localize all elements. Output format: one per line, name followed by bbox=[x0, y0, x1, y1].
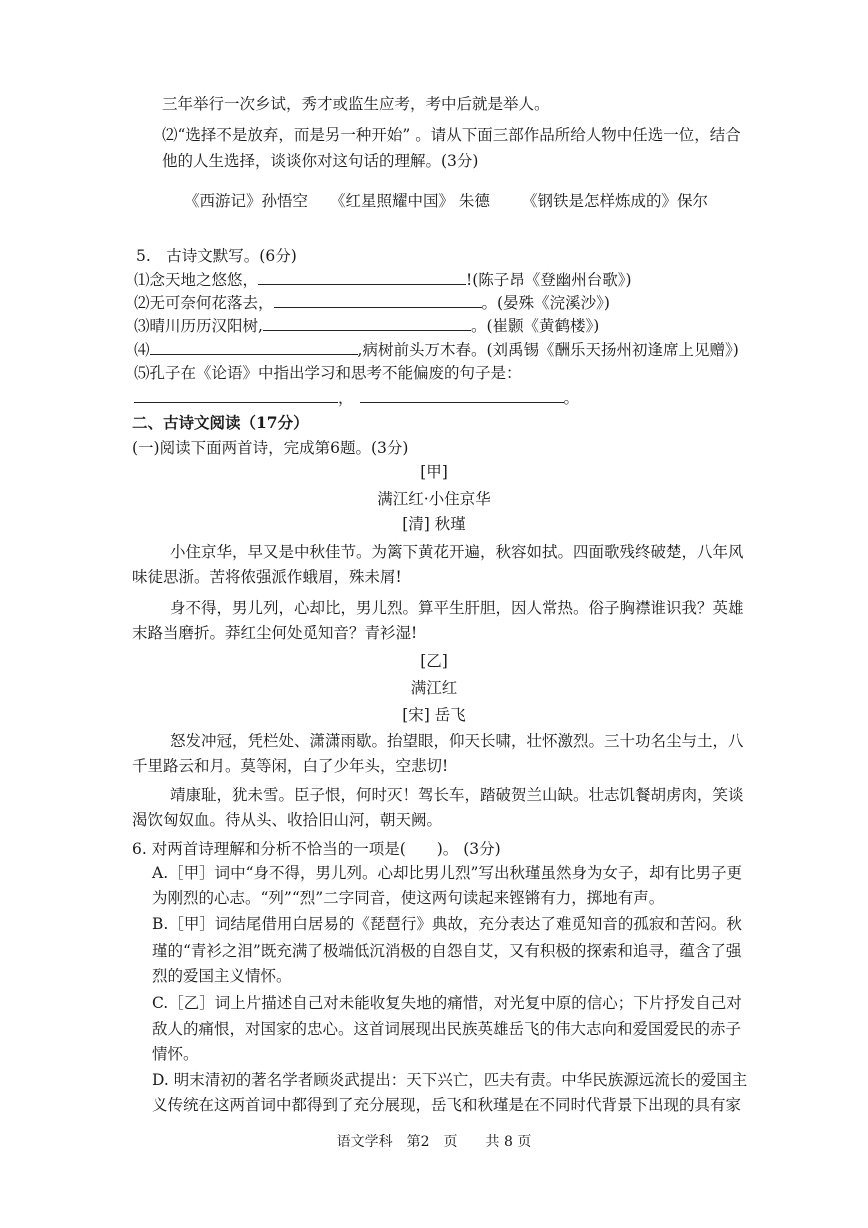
q5-item-suffix: 。(崔颢《黄鹤楼》) bbox=[470, 317, 600, 335]
option-a: A.［甲］词中“身不得，男儿列。心却比男儿烈”写出秋瑾虽然身为女子，却有比男子更 bbox=[152, 864, 742, 882]
q5-item bbox=[134, 338, 739, 361]
q5-item: ⑸孔子在《论语》中指出学习和思考不能偏废的句子是： bbox=[134, 364, 522, 382]
option-d: D. 明末清初的著名学者顾炎武提出：天下兴亡，匹夫有责。中华民族源远流长的爱国主 bbox=[152, 1071, 748, 1089]
q5-separator: ， bbox=[338, 389, 354, 407]
poem-author: [清] 秋瑾 bbox=[402, 515, 466, 533]
option-c: 敌人的痛恨，对国家的忠心。这首词展现出民族英雄岳飞的伟大志向和爱国爱民的赤子 bbox=[152, 1020, 742, 1038]
q4-sub2-line: ⑵“选择不是放弃，而是另一种开始” 。请从下面三部作品所给人物中任选一位，结合 bbox=[162, 126, 741, 144]
q5-item-suffix: ,病树前头万木春。(刘禹锡《酬乐天扬州初逢席上见赠》) bbox=[357, 341, 739, 359]
poem-author: [宋] 岳飞 bbox=[402, 706, 466, 724]
q5-item-prefix: ⑶晴川历历汉阳树, bbox=[134, 317, 263, 335]
answer-blank[interactable] bbox=[150, 338, 358, 355]
q4-sub2-line: 他的人生选择，谈谈你对这句话的理解。(3分) bbox=[162, 152, 479, 170]
option-d: 义传统在这两首词中都得到了充分展现，岳飞和秋瑾是在不同时代背景下出现的具有家 bbox=[152, 1096, 742, 1114]
option-b: 烈的爱国主义情怀。 bbox=[152, 967, 292, 985]
work-option: 《西游记》孙悟空 bbox=[184, 192, 309, 210]
q5-item bbox=[134, 314, 599, 337]
answer-blank[interactable] bbox=[258, 268, 466, 285]
poem-line: 渴饮匈奴血。待从头、收拾旧山河，朝天阙。 bbox=[132, 811, 443, 829]
q5-item-answers bbox=[134, 386, 579, 409]
poem-line: 靖康耻，犹未雪。臣子恨，何时灭！驾长车，踏破贺兰山缺。壮志饥餐胡虏肉，笑谈 bbox=[170, 786, 744, 804]
answer-blank[interactable] bbox=[274, 291, 482, 308]
answer-blank[interactable] bbox=[360, 386, 564, 403]
option-c: C.［乙］词上片描述自己对未能收复失地的痛惜，对光复中原的信心；下片抒发自己对 bbox=[152, 994, 742, 1012]
poem-line: 末路当磨折。莽红尘何处觅知音？青衫湿! bbox=[132, 624, 418, 642]
q4-line: 三年举行一次乡试，秀才或监生应考，考中后就是举人。 bbox=[162, 95, 550, 113]
poem-tag: [乙] bbox=[420, 652, 448, 670]
section-title: 二、古诗文阅读（17分） bbox=[132, 413, 309, 432]
option-b: B.［甲］词结尾借用白居易的《琵琶行》典故，充分表达了难觅知音的孤寂和苦闷。秋 bbox=[152, 915, 742, 933]
q5-item-prefix: ⑷ bbox=[134, 341, 150, 359]
option-c: 情怀。 bbox=[152, 1045, 199, 1063]
q5-end: 。 bbox=[563, 389, 580, 407]
poem-line: 身不得，男儿列，心却比，男儿烈。算平生肝胆，因人常热。俗子胸襟谁识我？英雄 bbox=[170, 599, 744, 617]
poem-line: 怒发冲冠，凭栏处、潇潇雨歇。抬望眼，仰天长啸，壮怀激烈。三十功名尘与土，八 bbox=[170, 732, 744, 750]
answer-blank[interactable] bbox=[263, 314, 471, 331]
q5-item-suffix: 。(晏殊《浣溪沙》) bbox=[481, 294, 610, 312]
option-a: 为刚烈的心志。“列”“烈”二字同音，使这两句读起来铿锵有力，掷地有声。 bbox=[152, 889, 665, 907]
poem-line: 小住京华，早又是中秋佳节。为篱下黄花开遍，秋容如拭。四面歌残终破楚，八年风 bbox=[170, 543, 744, 561]
poem-title: 满江红 bbox=[410, 679, 458, 697]
poem-line: 千里路云和月。莫等闲，白了少年头，空悲切! bbox=[132, 757, 449, 775]
answer-blank[interactable] bbox=[134, 386, 338, 403]
section-intro: (一)阅读下面两首诗，完成第6题。(3分) bbox=[132, 439, 409, 457]
poem-title: 满江红·小住京华 bbox=[377, 490, 491, 508]
poem-tag: [甲] bbox=[420, 463, 448, 481]
poem-line: 味徒思浙。苦将侬强派作蛾眉，殊未屑! bbox=[132, 568, 402, 586]
q5-item bbox=[134, 268, 632, 291]
work-option: 《红星照耀中国》 朱德 bbox=[330, 192, 490, 210]
q5-item-prefix: ⑵无可奈何花落去， bbox=[134, 294, 274, 312]
work-option: 《钢铁是怎样炼成的》保尔 bbox=[522, 192, 709, 210]
q5-title: 5. 古诗文默写。(6分) bbox=[136, 247, 297, 265]
q5-item bbox=[134, 291, 610, 314]
option-b: 瑾的“青衫之泪”既充满了极端低沉消极的自怨自艾，又有积极的探索和追寻，蕴含了强 bbox=[152, 942, 742, 960]
q5-item-suffix: !(陈子昂《登幽州台歌》) bbox=[466, 271, 632, 289]
q6-stem: 6. 对两首诗理解和分析不恰当的一项是( )。 (3分) bbox=[132, 840, 501, 858]
page-footer: 语文学科 第2 页 共 8 页 bbox=[336, 1134, 532, 1150]
q5-item-prefix: ⑴念天地之悠悠， bbox=[134, 271, 259, 289]
